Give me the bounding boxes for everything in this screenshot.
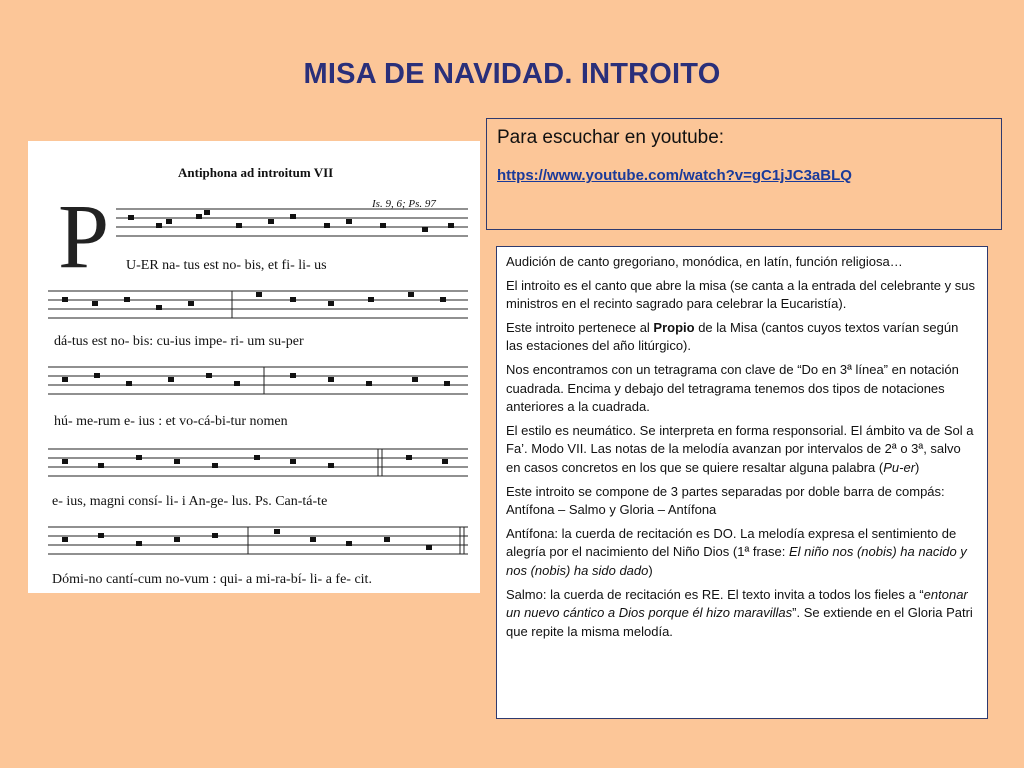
staff-5 [48, 527, 468, 554]
score-reference: Is. 9, 6; Ps. 97 [372, 198, 436, 210]
score-initial: P [58, 185, 110, 287]
paragraph-3: Este introito pertenece al Propio de la Misa (cantos cuyos textos varían según las estaciones del año litúrgico). [506, 319, 959, 354]
paragraph-4: Nos encontramos con un tetragrama con clave de “Do en 3ª línea” en notación cuadrada. Encima y debajo del tetragrama tenemos dos tipos de notaciones anteriores a la cuadrada. [506, 361, 959, 415]
paragraph-8: Salmo: la cuerda de recitación es RE. El texto invita a todos los fieles a “entonar un nuevo cántico a Dios porque él hizo maravillas”. Se extiende en el Gloria Patri que repite la misma melodía. [506, 586, 973, 639]
neumes-1 [128, 210, 454, 232]
paragraph-7: Antífona: la cuerda de recitación es DO. La melodía expresa el sentimiento de alegría por el nacimiento del Niño Dios (1ª frase: El niño nos (nobis) ha nacido y nos (nobis) ha sido dado) [506, 525, 967, 578]
lyrics-line-4: e- ius, magni consí- li- i An-ge- lus. Ps. Can-tá-te [52, 494, 328, 509]
staff-3 [48, 367, 468, 394]
description-box [496, 246, 988, 719]
score-header: Antiphona ad introitum VII [178, 165, 334, 180]
youtube-link[interactable]: https://www.youtube.com/watch?v=gC1jJC3aBLQ [497, 167, 852, 184]
youtube-label: Para escuchar en youtube: [497, 127, 725, 148]
lyrics-line-2: dá-tus est no- bis: cu-ius impe- ri- um su-per [54, 334, 304, 349]
lyrics-line-5: Dómi-no cantí-cum no-vum : qui- a mi-ra-bí- li- a fe- cit. [52, 572, 372, 587]
neumes-2 [62, 292, 446, 310]
paragraph-1: Audición de canto gregoriano, monódica, en latín, función religiosa… [506, 254, 903, 269]
lyrics-line-1: U-ER na- tus est no- bis, et fi- li- us [126, 258, 327, 273]
staff-4 [48, 449, 468, 476]
score-svg [28, 141, 480, 593]
lyrics-line-3: hú- me-rum e- ius : et vo-cá-bi-tur nomen [54, 414, 288, 429]
neumes-5 [62, 529, 432, 550]
page-title: MISA DE NAVIDAD. INTROITO [303, 58, 721, 90]
youtube-box [486, 118, 1002, 230]
neumes-3 [62, 373, 450, 386]
paragraph-6: Este introito se compone de 3 partes separadas por doble barra de compás: Antífona – Salmo y Gloria – Antífona [506, 483, 945, 518]
gregorian-score-image [28, 141, 480, 593]
paragraph-5: El estilo es neumático. Se interpreta en forma responsorial. El ámbito va de Sol a Fa’. Modo VII. Las notas de la melodía avanzan por intervalos de 2ª o 3ª, salvo en casos concretos en los que se quiere resaltar alguna palabra (Pu-er) [506, 422, 974, 475]
paragraph-2: El introito es el canto que abre la misa (se canta a la entrada del celebrante y sus ministros en el recinto sagrado para celebrar la Eucaristía). [506, 277, 975, 312]
neumes-4 [62, 455, 448, 468]
